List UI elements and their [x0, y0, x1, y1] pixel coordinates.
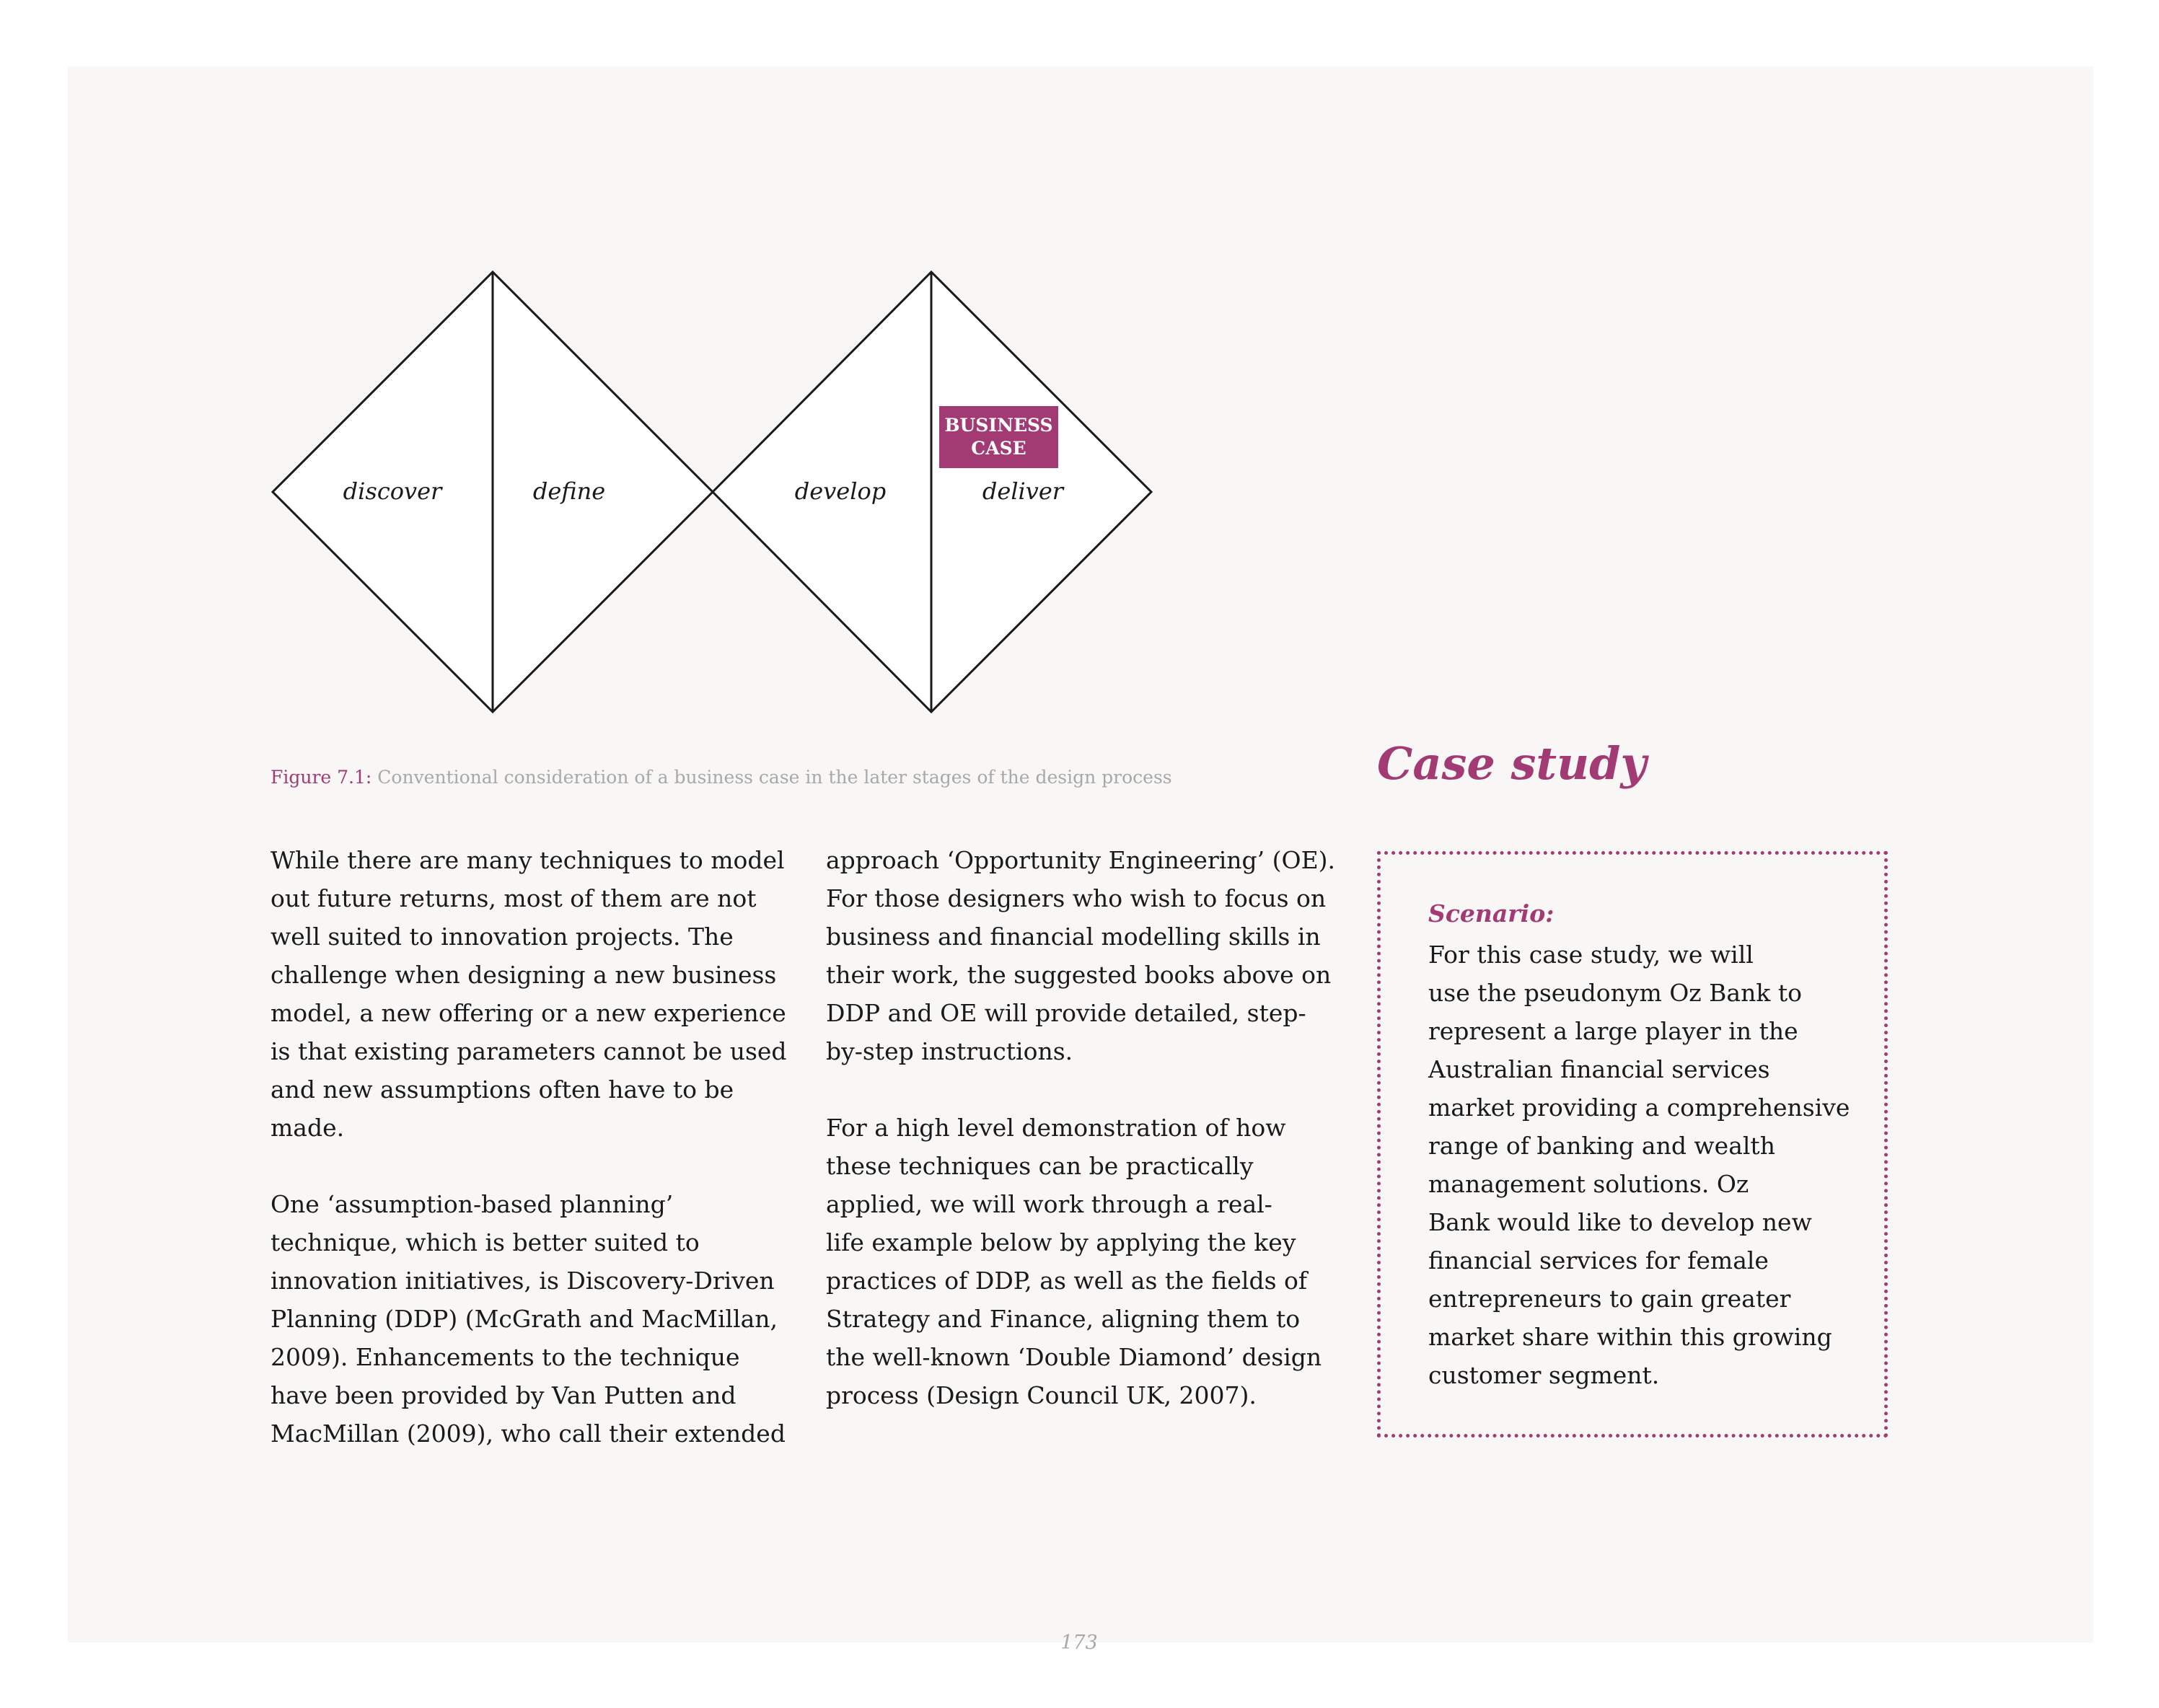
- paragraph: approach ‘Opportunity Engineering’ (OE). For those designers who wish to focus on business and financial modelling skills in their work, the suggested books above on DDP and OE will provide detailed, step- by-step instructions.: [826, 846, 1336, 1065]
- figure-caption-text: Conventional consideration of a business case in the later stages of the design process: [377, 767, 1172, 788]
- case-study-title: Case study: [1377, 737, 1647, 790]
- body-column-1: [271, 841, 797, 1491]
- paragraph: One ‘assumption-based planning’ technique, which is better suited to innovation initiatives, is Discovery-Driven Planning (DDP) (McGrath and MacMillan, 2009). Enhancements to the technique have been provided by Van Putten and MacMillan (2009), who call their extended: [271, 1190, 786, 1448]
- badge-line-2: CASE: [971, 438, 1026, 459]
- label-develop: develop: [794, 477, 887, 505]
- business-case-badge: [939, 406, 1058, 468]
- label-deliver: deliver: [982, 477, 1064, 505]
- paragraph: While there are many techniques to model out future returns, most of them are not well suited to innovation projects. The challenge when designing a new business model, a new offering or a new experience is that existing parameters cannot be used and new assumptions often have to be made.: [271, 846, 787, 1142]
- label-define: define: [532, 477, 606, 505]
- body-column-2: [826, 841, 1353, 1453]
- badge-line-1: BUSINESS: [944, 415, 1053, 436]
- figure-number: Figure 7.1:: [271, 767, 372, 788]
- scenario-label: Scenario:: [1428, 899, 1555, 928]
- figure-caption: [271, 767, 1172, 788]
- scenario-text: For this case study, we will use the pseudonym Oz Bank to represent a large player in the Australian financial services market providing a comprehensive range of banking and wealth management solutions. Oz Bank would like to develop new financial services for female entrepreneurs to gain greater market share within this growing customer segment.: [1428, 941, 1850, 1389]
- paragraph: For a high level demonstration of how these techniques can be practically applied, we will work through a real- life example below by applying the key practices of DDP, as well as the fields of Strategy and Finance, aligning them to the well-known ‘Double Diamond’ design process (Design Council UK, 2007).: [826, 1114, 1322, 1409]
- page-number: 173: [1060, 1632, 1098, 1654]
- label-discover: discover: [343, 477, 442, 505]
